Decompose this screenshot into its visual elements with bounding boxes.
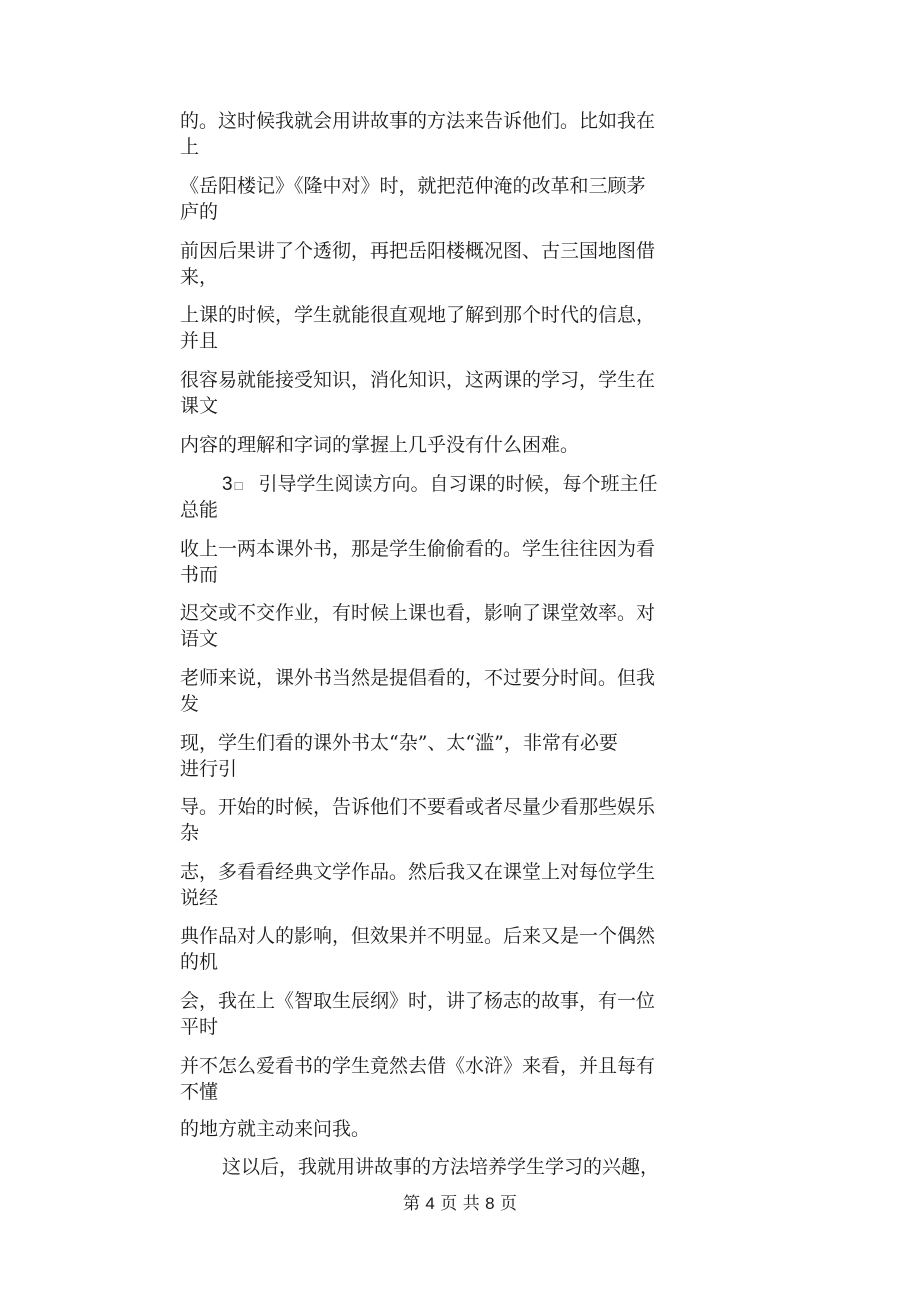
footer-middle: 页 共: [440, 1194, 480, 1214]
text-line: 前因后果讲了个透彻，再把岳阳楼概况图、古三国地图借: [180, 240, 656, 262]
footer-prefix: 第: [403, 1194, 421, 1214]
text-line-wrap: 杂: [180, 822, 200, 844]
text-line: 的地方就主动来问我。: [180, 1118, 371, 1140]
paragraph-start-line: 这以后，我就用讲故事的方法培养学生学习的兴趣，: [222, 1156, 660, 1178]
text-line: 老师来说，课外书当然是提倡看的，不过要分时间。但我: [180, 667, 656, 689]
text-line: 并不怎么爱看书的学生竟然去借《水浒》来看，并且每有: [180, 1055, 656, 1077]
text-line-wrap: 的机: [180, 951, 219, 973]
list-item-3: [222, 472, 657, 498]
text-line-wrap: 书而: [180, 564, 219, 586]
text-line-wrap: 平时: [180, 1016, 219, 1038]
page-footer: [0, 1193, 920, 1215]
text-line: 典作品对人的影响，但效果并不明显。后来又是一个偶然: [180, 925, 656, 947]
current-page-number: 4: [425, 1194, 435, 1213]
text-line: 导。开始的时候，告诉他们不要看或者尽量少看那些娱乐: [180, 796, 656, 818]
text-line-wrap: 上: [180, 136, 200, 158]
text-line: 的。这时候我就会用讲故事的方法来告诉他们。比如我在: [180, 110, 656, 132]
text-line: 内容的理解和字词的掌握上几乎没有什么困难。: [180, 434, 580, 456]
item-text: 引导学生阅读方向。自习课的时候，每个班主任: [258, 473, 658, 495]
text-line-wrap: 并且: [180, 330, 219, 352]
item-number: 3: [222, 474, 233, 495]
text-line: 现，学生们看的课外书太“杂”、太“滥”，非常有必要: [180, 732, 618, 754]
text-line: 收上一两本课外书，那是学生偷偷看的。学生往往因为看: [180, 538, 656, 560]
text-line: 上课的时候，学生就能很直观地了解到那个时代的信息，: [180, 304, 656, 326]
text-line: 会，我在上《智取生辰纲》时，讲了杨志的故事，有一位: [180, 990, 656, 1012]
total-page-number: 8: [485, 1194, 495, 1213]
text-line: 很容易就能接受知识，消化知识，这两课的学习，学生在: [180, 369, 656, 391]
text-line-wrap: 不懂: [180, 1081, 219, 1103]
text-line-wrap: 庐的: [180, 201, 219, 223]
missing-glyph-icon: □: [234, 478, 243, 493]
footer-suffix: 页: [499, 1194, 517, 1214]
text-line-wrap: 说经: [180, 887, 219, 909]
text-line: 迟交或不交作业，有时候上课也看，影响了课堂效率。对: [180, 602, 656, 624]
text-line-wrap: 语文: [180, 628, 219, 650]
text-line: 《岳阳楼记》《隆中对》时，就把范仲淹的改革和三顾茅: [180, 175, 646, 197]
text-line-wrap: 进行引: [180, 758, 238, 780]
text-line-wrap: 来，: [180, 266, 219, 288]
text-line-wrap: 总能: [180, 499, 219, 521]
text-line-wrap: 课文: [180, 395, 219, 417]
text-line: 志，多看看经典文学作品。然后我又在课堂上对每位学生: [180, 861, 656, 883]
text-line-wrap: 发: [180, 693, 200, 715]
